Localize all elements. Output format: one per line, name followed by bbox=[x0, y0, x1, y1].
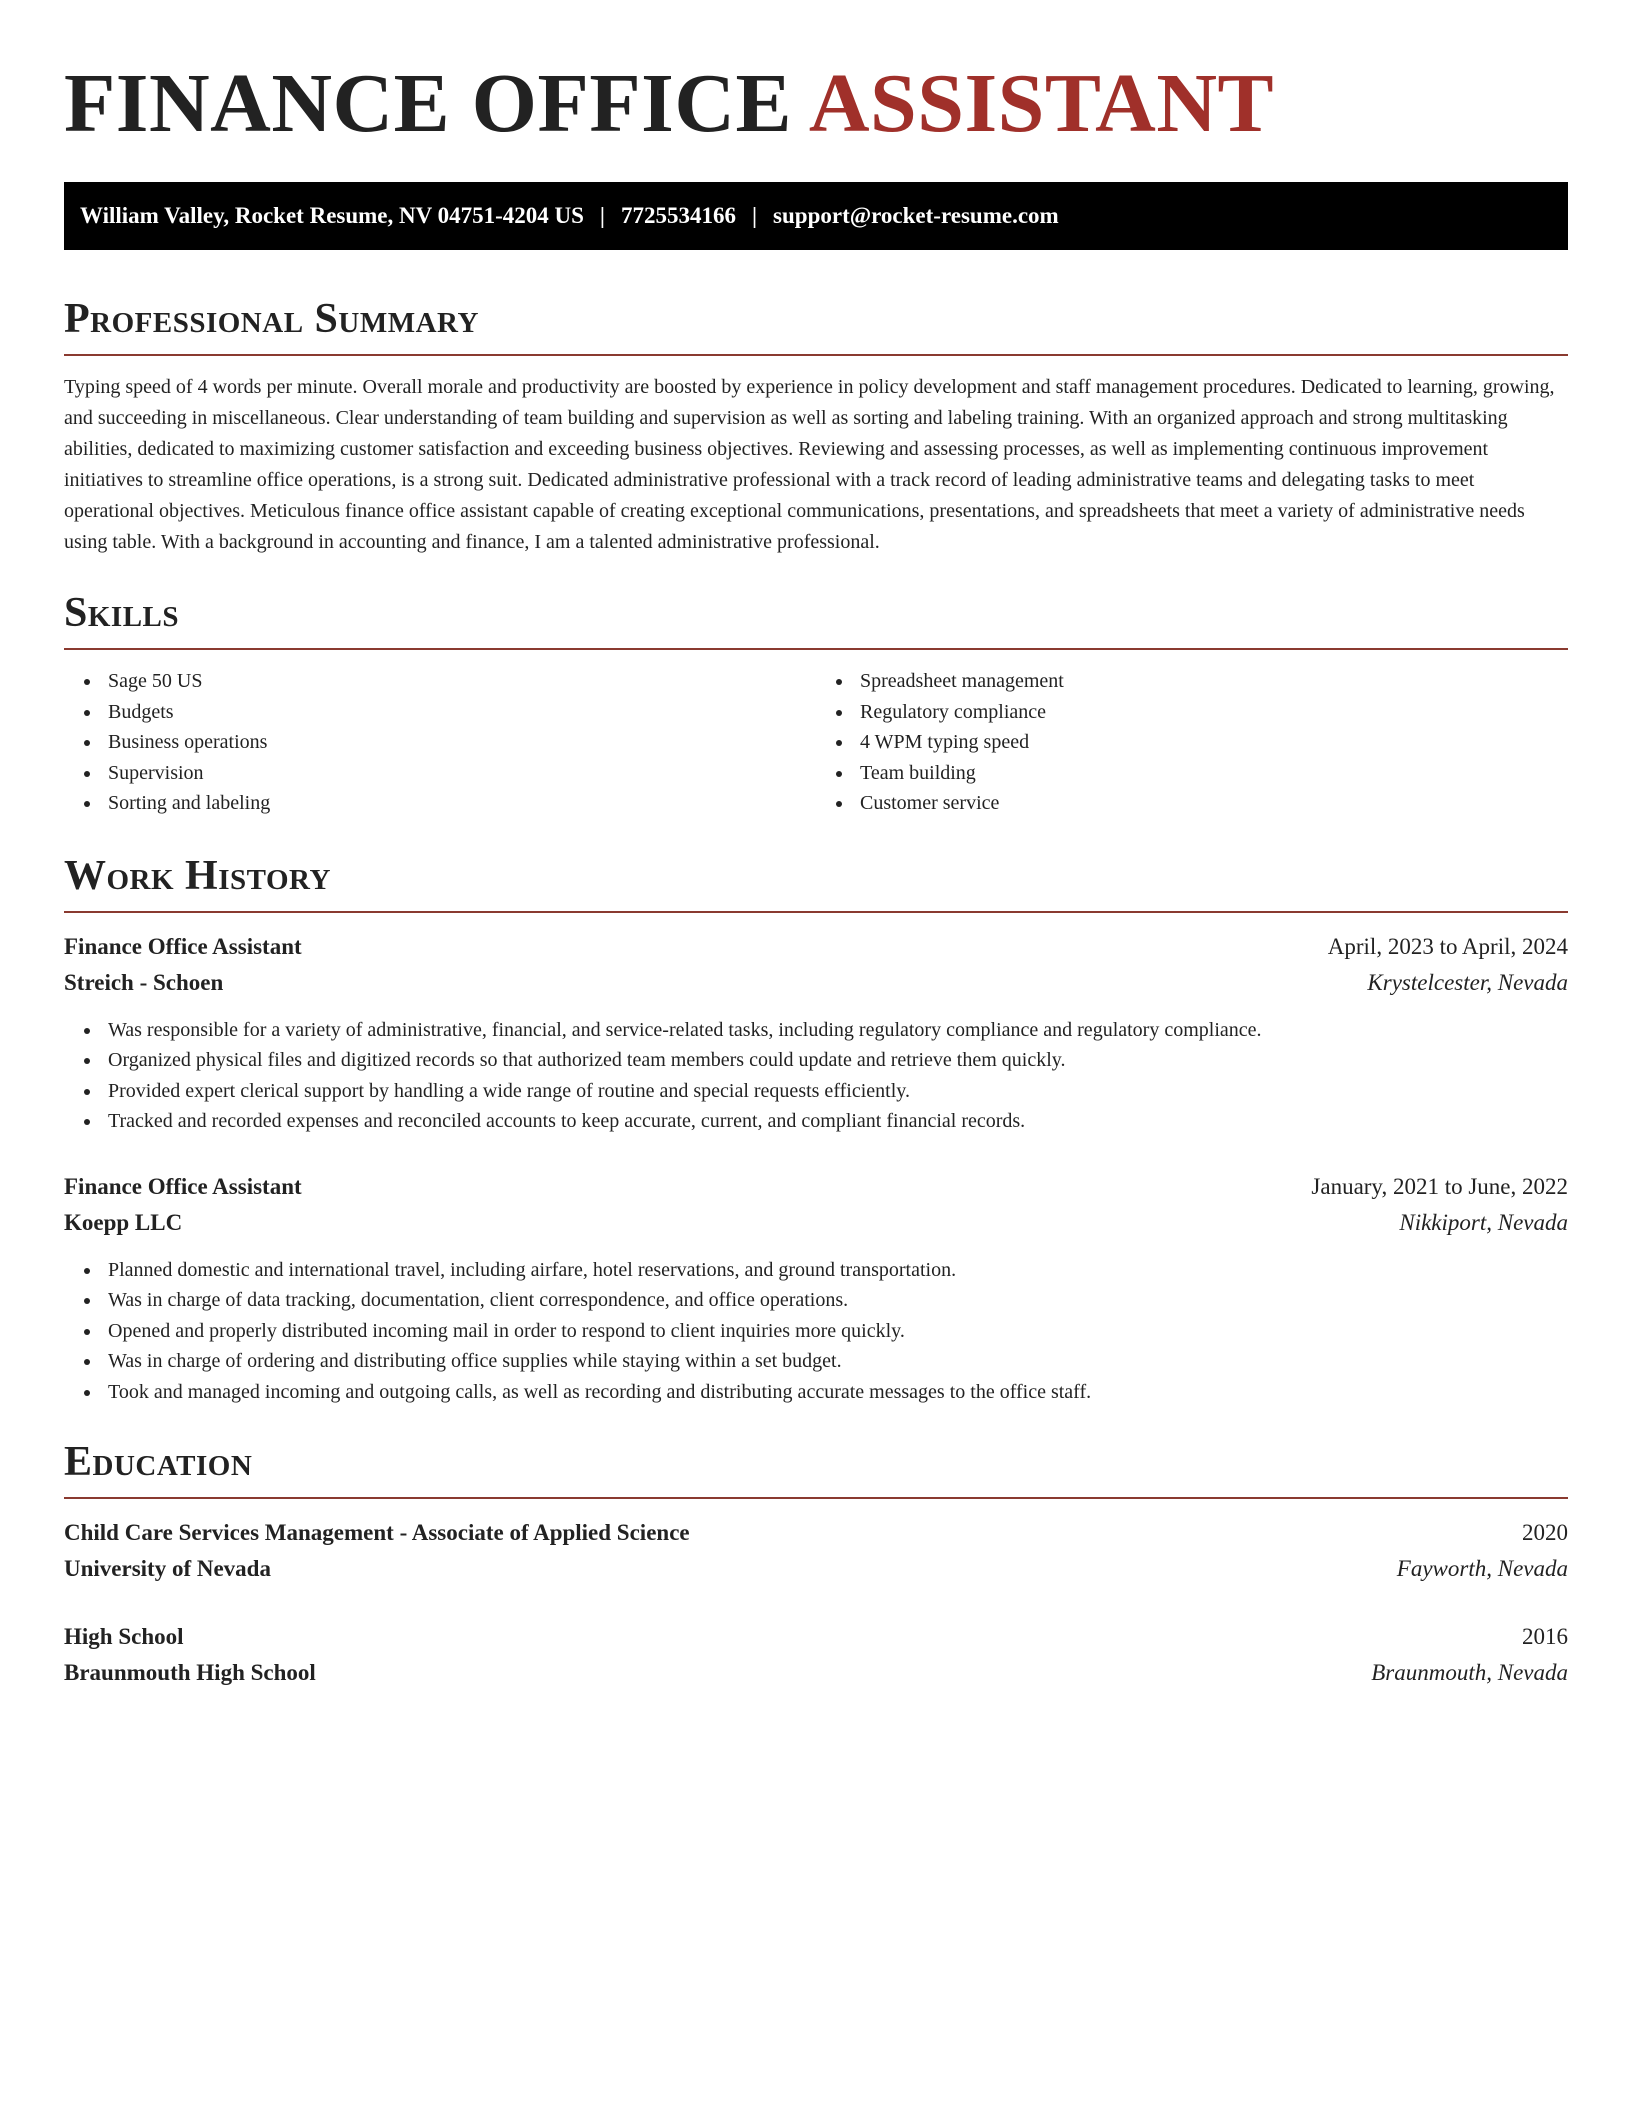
job-bullet: Took and managed incoming and outgoing calls, as well as recording and distributing accurate messages to the office staff. bbox=[84, 1377, 1568, 1408]
work-history-heading: Work History bbox=[64, 852, 331, 899]
title-part-accent: ASSISTANT bbox=[808, 57, 1275, 150]
job-bullets bbox=[64, 1015, 1568, 1137]
job-title: Finance Office Assistant bbox=[64, 933, 302, 959]
education-header-row bbox=[64, 1619, 1568, 1655]
job-bullet: Was in charge of ordering and distributing office supplies while staying within a set budget. bbox=[84, 1346, 1568, 1377]
education-heading: Education bbox=[64, 1439, 253, 1485]
skill-item: Team building bbox=[836, 758, 1568, 789]
education-school-row bbox=[64, 1551, 1568, 1587]
contact-separator: | bbox=[599, 203, 605, 228]
contact-bar bbox=[64, 182, 1568, 250]
education-school-row bbox=[64, 1655, 1568, 1691]
skill-item: Business operations bbox=[84, 727, 816, 758]
job-bullets bbox=[64, 1255, 1568, 1408]
job-company-row bbox=[64, 965, 1568, 1001]
skill-item: Sage 50 US bbox=[84, 666, 816, 697]
education-degree: Child Care Services Management - Associate of Applied Science bbox=[64, 1520, 690, 1545]
job-entry bbox=[64, 929, 1568, 1137]
job-location: Krystelcester, Nevada bbox=[1367, 969, 1568, 995]
skill-item: Sorting and labeling bbox=[84, 788, 816, 819]
job-entry bbox=[64, 1169, 1568, 1408]
skill-item: Regulatory compliance bbox=[836, 697, 1568, 728]
education-school: Braunmouth High School bbox=[64, 1660, 316, 1685]
summary-heading: Professional Summary bbox=[64, 296, 479, 342]
job-header-row bbox=[64, 1169, 1568, 1205]
summary-text: Typing speed of 4 words per minute. Overall morale and productivity are boosted by experience in policy development and staff management procedures. Dedicated to learning, growing, and succeeding in miscellaneous. Clear understanding of team building and supervision as well as sorting and labeling training. With an organized approach and strong multitasking abilities, dedicated to maximizing customer satisfaction and exceeding business objectives. Reviewing and assessing processes, as well as implementing continuous improvement initiatives to streamline office operations, is a strong suit. Dedicated administrative professional with a track record of leading administrative teams and delegating tasks to meet operational objectives. Meticulous finance office assistant capable of creating exceptional communications, presentations, and spreadsheets that meet a variety of administrative needs using table. With a background in accounting and finance, I am a talented administrative professional. bbox=[64, 376, 1555, 553]
job-bullet: Planned domestic and international travel, including airfare, hotel reservations, and ground transportation. bbox=[84, 1255, 1568, 1286]
skill-item: Supervision bbox=[84, 758, 816, 789]
education-location: Fayworth, Nevada bbox=[1396, 1556, 1568, 1581]
education-year: 2016 bbox=[1522, 1624, 1568, 1649]
education-location: Braunmouth, Nevada bbox=[1371, 1660, 1568, 1685]
skills-heading: Skills bbox=[64, 590, 180, 636]
section-divider bbox=[64, 1497, 1568, 1499]
contact-email[interactable]: support@rocket-resume.com bbox=[773, 203, 1059, 228]
job-location: Nikkiport, Nevada bbox=[1399, 1209, 1568, 1235]
job-bullet: Organized physical files and digitized records so that authorized team members could update and retrieve them quickly. bbox=[84, 1045, 1568, 1076]
contact-address: William Valley, Rocket Resume, NV 04751-4204 US bbox=[80, 203, 584, 228]
skills-list bbox=[64, 666, 1568, 819]
job-company-row bbox=[64, 1205, 1568, 1241]
skills-column-left bbox=[64, 666, 816, 819]
education-entry bbox=[64, 1619, 1568, 1691]
job-bullet: Was in charge of data tracking, documentation, client correspondence, and office operations. bbox=[84, 1285, 1568, 1316]
job-bullet: Was responsible for a variety of administrative, financial, and service-related tasks, including regulatory compliance and regulatory compliance. bbox=[84, 1015, 1568, 1046]
skill-item: Budgets bbox=[84, 697, 816, 728]
section-divider bbox=[64, 911, 1568, 913]
job-dates: April, 2023 to April, 2024 bbox=[1327, 933, 1568, 959]
education-header-row bbox=[64, 1515, 1568, 1551]
skill-item: 4 WPM typing speed bbox=[836, 727, 1568, 758]
education-entry bbox=[64, 1515, 1568, 1587]
job-dates: January, 2021 to June, 2022 bbox=[1311, 1173, 1568, 1199]
education-degree: High School bbox=[64, 1624, 184, 1649]
skill-item: Customer service bbox=[836, 788, 1568, 819]
contact-separator: | bbox=[751, 203, 758, 228]
education-school: University of Nevada bbox=[64, 1556, 271, 1581]
contact-phone[interactable]: 7725534166 bbox=[620, 203, 736, 228]
job-header-row bbox=[64, 929, 1568, 965]
education-year: 2020 bbox=[1522, 1520, 1568, 1545]
job-bullet: Opened and properly distributed incoming mail in order to respond to client inquiries more quickly. bbox=[84, 1316, 1568, 1347]
resume-title bbox=[64, 56, 1568, 150]
job-bullet: Provided expert clerical support by handling a wide range of routine and special requests efficiently. bbox=[84, 1076, 1568, 1107]
job-bullet: Tracked and recorded expenses and reconciled accounts to keep accurate, current, and compliant financial records. bbox=[84, 1106, 1568, 1137]
title-part-primary: FINANCE OFFICE bbox=[64, 57, 793, 150]
skills-column-right bbox=[816, 666, 1568, 819]
job-company: Streich - Schoen bbox=[64, 969, 224, 995]
job-title: Finance Office Assistant bbox=[64, 1173, 302, 1199]
section-divider bbox=[64, 648, 1568, 650]
skill-item: Spreadsheet management bbox=[836, 666, 1568, 697]
section-divider bbox=[64, 354, 1568, 356]
job-company: Koepp LLC bbox=[64, 1209, 183, 1235]
